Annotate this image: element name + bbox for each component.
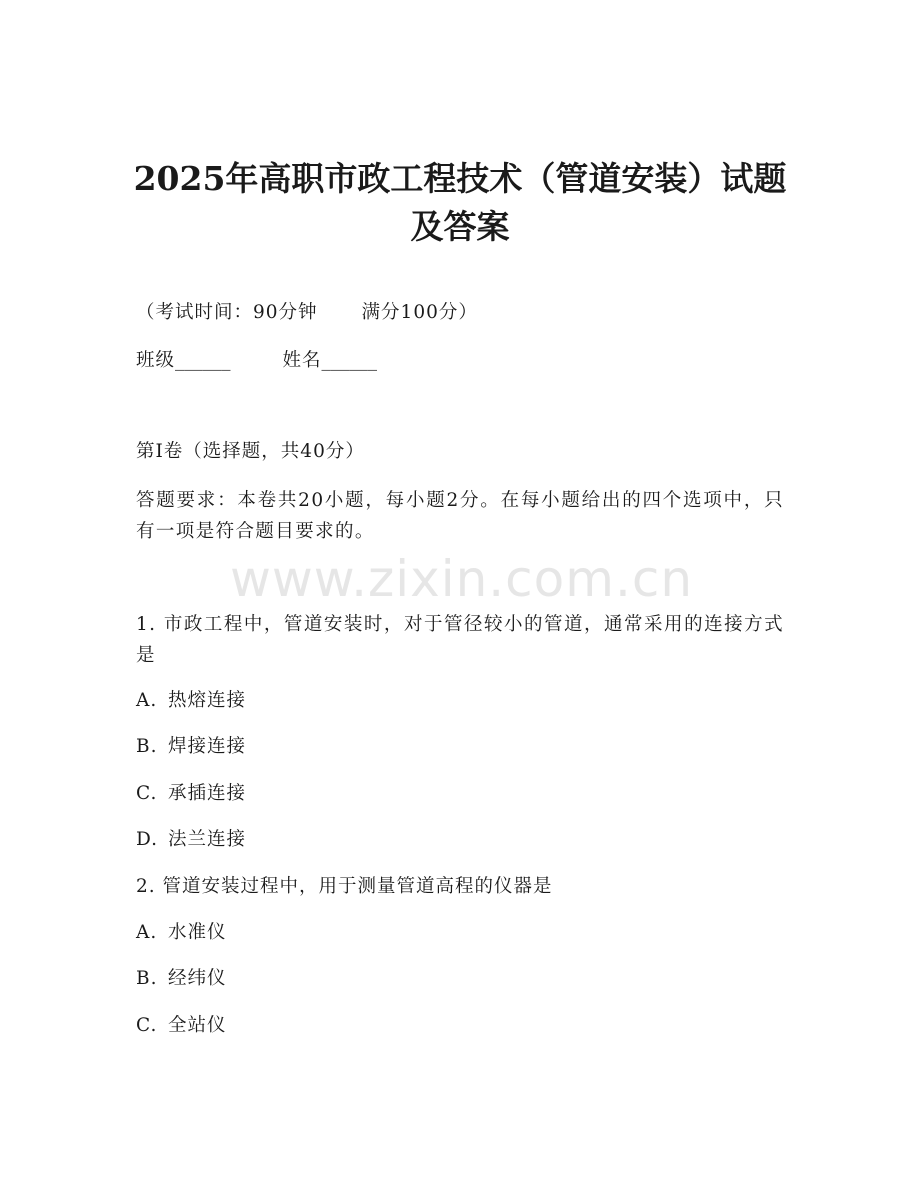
question-number: 1. (136, 614, 157, 635)
class-label: 班级 (136, 350, 176, 371)
option-text: 焊接连接 (168, 736, 247, 757)
exam-time: （考试时间：90分钟 (136, 302, 318, 323)
option-text: 水准仪 (168, 922, 227, 943)
option-1d (136, 825, 246, 855)
option-2c (136, 1011, 227, 1041)
question-1 (136, 609, 784, 671)
option-letter: C. (136, 783, 158, 804)
option-letter: C. (136, 1015, 158, 1036)
option-1b (136, 732, 246, 762)
option-text: 经纬仪 (168, 968, 227, 989)
option-letter: A. (136, 690, 158, 711)
option-text: 法兰连接 (168, 829, 247, 850)
name-blank: ______ (321, 350, 378, 371)
question-text: 管道安装过程中，用于测量管道高程的仪器是 (162, 876, 553, 897)
section-heading: 第Ⅰ卷（选择题，共40分） (136, 441, 365, 462)
exam-info (136, 298, 478, 328)
option-letter: D. (136, 829, 159, 850)
section-instructions: 答题要求：本卷共20小题，每小题2分。在每小题给出的四个选项中，只有一项是符合题目要求的。 (136, 490, 784, 542)
document-title-continued: 及答案 (410, 207, 510, 246)
question-2 (136, 872, 553, 902)
option-text: 承插连接 (168, 783, 247, 804)
class-blank: ______ (175, 350, 231, 371)
name-label: 姓名 (282, 350, 322, 371)
option-2b (136, 964, 227, 994)
option-letter: B. (136, 968, 158, 989)
option-2a (136, 918, 227, 948)
option-letter: B. (136, 736, 158, 757)
option-1c (136, 779, 246, 809)
option-text: 热熔连接 (168, 690, 247, 711)
question-text: 市政工程中，管道安装时，对于管径较小的管道，通常采用的连接方式是 (136, 614, 784, 666)
watermark: www.zixin.com.cn (230, 550, 694, 608)
option-text: 全站仪 (168, 1015, 227, 1036)
question-number: 2. (136, 876, 156, 897)
exam-score: 满分100分） (361, 302, 478, 323)
document-title: 2025年高职市政工程技术（管道安装）试题 (133, 159, 787, 198)
option-1a (136, 686, 246, 716)
student-fields (136, 346, 377, 376)
option-letter: A. (136, 922, 158, 943)
